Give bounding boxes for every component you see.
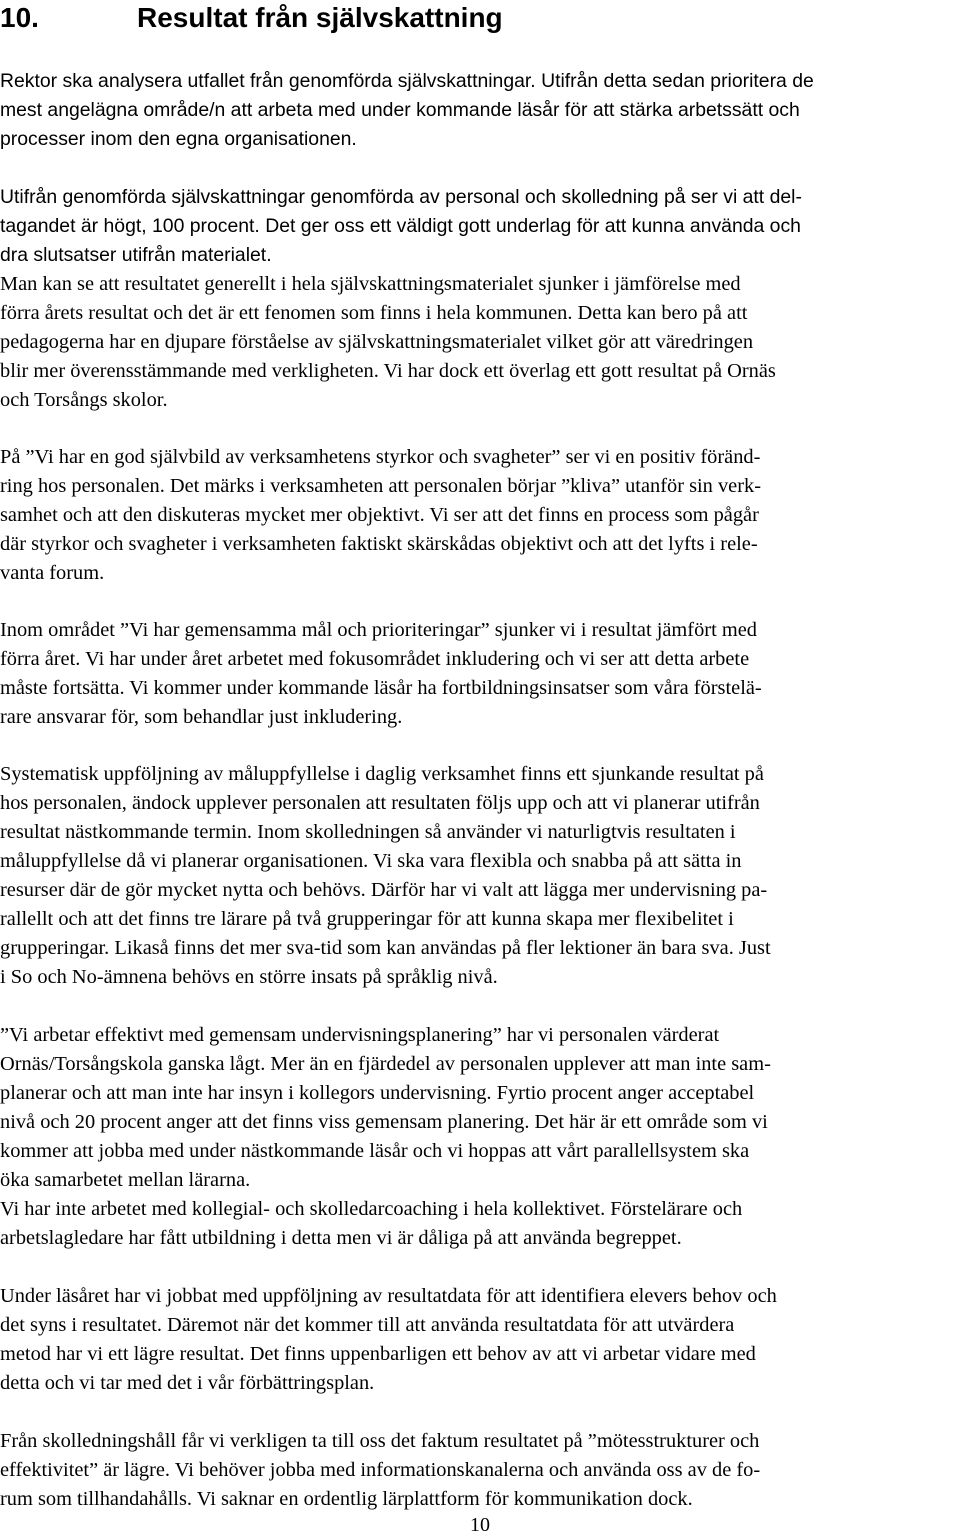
paragraph-line: ring hos personalen. Det märks i verksamheten att personalen börjar ”kliva” utanför sin verk- (0, 475, 761, 497)
intro-line: Rektor ska analysera utfallet från genomförda självskattningar. Utifrån detta sedan prioritera de (0, 70, 814, 92)
result-data-paragraph (0, 1282, 958, 1398)
paragraph-line: Från skolledningshåll får vi verkligen ta till oss det faktum resultatet på ”mötesstrukturer och (0, 1430, 760, 1452)
paragraph-line: öka samarbetet mellan lärarna. (0, 1169, 251, 1191)
paragraph-line: i So och No-ämnena behövs en större insats på språklig nivå. (0, 966, 498, 988)
paragraph-line: Inom området ”Vi har gemensamma mål och prioriteringar” sjunker vi i resultat jämfört med (0, 619, 757, 641)
paragraph-line: förra årets resultat och det är ett fenomen som finns i hela kommunen. Detta kan bero på att (0, 302, 748, 324)
paragraph-line: ”Vi arbetar effektivt med gemensam undervisningsplanering” har vi personalen värderat (0, 1024, 720, 1046)
participation-paragraph (0, 183, 958, 270)
paragraph-line: rare ansvarar för, som behandlar just inkludering. (0, 706, 403, 728)
paragraph-line: det syns i resultatet. Däremot när det kommer till att använda resultatdata för att utvärdera (0, 1314, 735, 1336)
paragraph-line: hos personalen, ändock upplever personalen att resultaten följs upp och att vi planerar utifrån (0, 792, 760, 814)
intro-line: mest angelägna område/n att arbeta med under kommande läsår för att stärka arbetssätt och (0, 99, 800, 121)
self-image-paragraph (0, 443, 958, 588)
paragraph-line: förra året. Vi har under året arbetet med fokusområdet inkludering och vi ser att detta arbete (0, 648, 750, 670)
paragraph-line: Man kan se att resultatet generellt i hela självskattningsmaterialet sjunker i jämförelse med (0, 273, 741, 295)
paragraph-line: arbetslagledare har fått utbildning i detta men vi är dåliga på att använda begreppet. (0, 1227, 682, 1249)
paragraph-line: resurser där de gör mycket nytta och behövs. Därför har vi valt att lägga mer undervisning pa- (0, 879, 768, 901)
paragraph-line: Under läsåret har vi jobbat med uppföljning av resultatdata för att identifiera elevers behov och (0, 1285, 777, 1307)
paragraph-line: pedagogerna har en djupare förståelse av självskattningsmaterialet vilket gör att väredringen (0, 331, 754, 353)
paragraph-line: samhet och att den diskuteras mycket mer objektivt. Vi ser att det finns en process som pågår (0, 504, 759, 526)
meeting-structure-paragraph (0, 1427, 958, 1514)
paragraph-line: vanta forum. (0, 562, 105, 584)
paragraph-line: måluppfyllelse då vi planerar organisationen. Vi ska vara flexibla och snabba på att sätta in (0, 850, 742, 872)
paragraph-line: metod har vi ett lägre resultat. Det finns uppenbarligen ett behov av att vi arbetar vidare med (0, 1343, 756, 1365)
section-title: Resultat från självskattning (137, 2, 503, 33)
paragraph-line: resultat nästkommande termin. Inom skolledningen så använder vi naturligtvis resultaten i (0, 821, 736, 843)
paragraph-line: måste fortsätta. Vi kommer under kommande läsår ha fortbildningsinsatser som våra förstelä- (0, 677, 762, 699)
participation-line: Utifrån genomförda självskattningar genomförda av personal och skolledning på ser vi att del- (0, 186, 802, 208)
paragraph-line: och Torsångs skolor. (0, 389, 168, 411)
paragraph-line: rum som tillhandahålls. Vi saknar en ordentlig lärplattform för kommunikation dock. (0, 1488, 693, 1510)
paragraph-line: nivå och 20 procent anger att det finns viss gemensam planering. Det här är ett område som vi (0, 1111, 768, 1133)
common-goals-paragraph (0, 616, 958, 732)
paragraph-line: Ornäs/Torsångskola ganska lågt. Mer än en fjärdedel av personalen upplever att man inte sam- (0, 1053, 771, 1075)
paragraph-line: effektivitet” är lägre. Vi behöver jobba med informationskanalerna och använda oss av de fo- (0, 1459, 761, 1481)
intro-line: processer inom den egna organisationen. (0, 128, 357, 150)
paragraph-line: detta och vi tar med det i vår förbättringsplan. (0, 1372, 375, 1394)
follow-up-paragraph (0, 760, 958, 992)
intro-paragraph (0, 67, 958, 154)
overall-result-paragraph (0, 270, 958, 415)
paragraph-line: grupperingar. Likaså finns det mer sva-tid som kan användas på fler lektioner än bara sva. Just (0, 937, 771, 959)
paragraph-line: blir mer överensstämmande med verkligheten. Vi har dock ett överlag ett gott resultat på Ornäs (0, 360, 776, 382)
paragraph-line: Vi har inte arbetet med kollegial- och skolledarcoaching i hela kollektivet. Förstelärare och (0, 1198, 743, 1220)
paragraph-line: Systematisk uppföljning av måluppfyllelse i daglig verksamhet finns ett sjunkande resultat på (0, 763, 764, 785)
teaching-planning-paragraph (0, 1021, 958, 1253)
paragraph-line: planerar och att man inte har insyn i kollegors undervisning. Fyrtio procent anger acceptabel (0, 1082, 755, 1104)
paragraph-line: kommer att jobba med under nästkommande läsår och vi hoppas att vårt parallellsystem ska (0, 1140, 750, 1162)
paragraph-line: rallellt och att det finns tre lärare på två grupperingar för att kunna skapa mer flexibelitet i (0, 908, 734, 930)
participation-line: dra slutsatser utifrån materialet. (0, 244, 272, 266)
participation-line: tagandet är högt, 100 procent. Det ger oss ett väldigt gott underlag för att kunna använda och (0, 215, 801, 237)
page-number: 10 (470, 1514, 490, 1536)
section-heading (0, 0, 940, 36)
paragraph-line: På ”Vi har en god självbild av verksamhetens styrkor och svagheter” ser vi en positiv föränd- (0, 446, 761, 468)
paragraph-line: där styrkor och svagheter i verksamheten faktiskt skärskådas objektivt och att det lyfts i rele- (0, 533, 758, 555)
section-number: 10. (0, 2, 39, 33)
